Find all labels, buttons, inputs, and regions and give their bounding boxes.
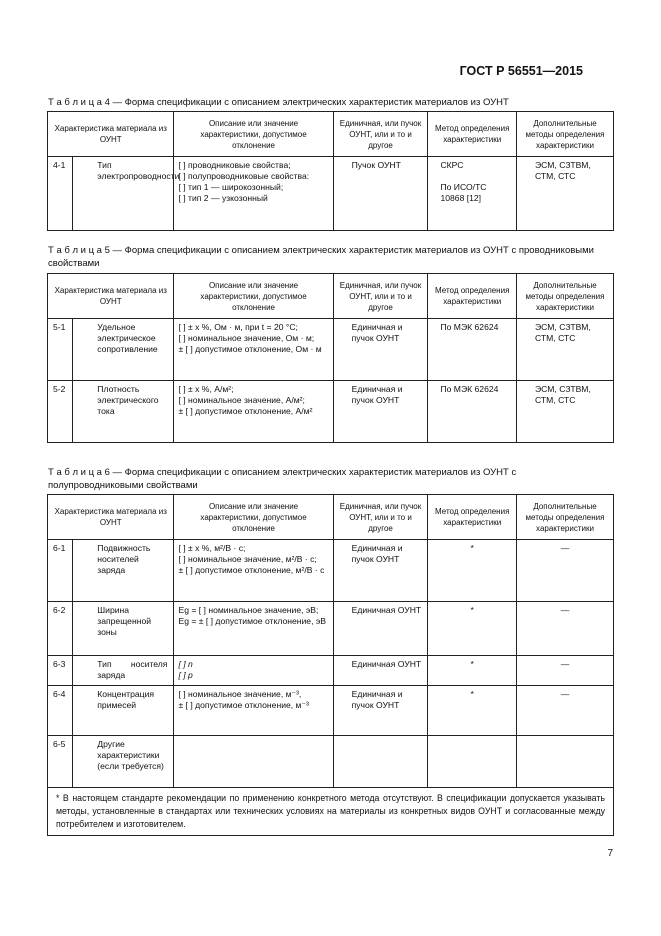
row-number: 6-1	[48, 540, 73, 602]
table-row	[48, 656, 614, 686]
row-extra: ЭСМ, СЗТВМ, СТМ, СТС	[516, 157, 613, 231]
standard-header: ГОСТ Р 56551—2015	[459, 64, 583, 78]
table-row	[48, 381, 614, 443]
row-unit: Единичная ОУНТ	[333, 656, 428, 686]
row-description: [ ] ± x %, А/м²; [ ] номинальное значение, А/м²; ± [ ] допустимое отклонение, А/м²	[174, 381, 333, 443]
table-row	[48, 602, 614, 656]
table-row	[48, 319, 614, 381]
table5-header-method: Метод определения характеристики	[428, 274, 517, 319]
row-number: 6-5	[48, 736, 73, 788]
table4-header-method: Метод определения характеристики	[428, 112, 517, 157]
table4	[47, 111, 614, 231]
row-description: [ ] ± x %, Ом · м, при t = 20 °С; [ ] номинальное значение, Ом · м; ± [ ] допустимое отклонение, Ом · м	[174, 319, 333, 381]
row-unit: Пучок ОУНТ	[333, 157, 428, 231]
table6-footnote: * В настоящем стандарте рекомендации по применению конкретного метода отсутствуют. В спецификации допускается указывать методы, установленные в стандартах или технических условиях на материалы из конкретных видов ОУНТ и согласованные между потребителем и изготовителем.	[48, 788, 614, 836]
row-method: По МЭК 62624	[428, 381, 517, 443]
table6	[47, 494, 614, 836]
table5-header-characteristic: Характеристика материала из ОУНТ	[48, 274, 174, 319]
row-unit: Единичная ОУНТ	[333, 602, 428, 656]
table5	[47, 273, 614, 443]
row-extra: —	[516, 656, 613, 686]
table4-header-characteristic: Характеристика материала из ОУНТ	[48, 112, 174, 157]
row-number: 4-1	[48, 157, 73, 231]
row-description: [ ] ± x %, м²/В · с; [ ] номинальное значение, м²/В · с; ± [ ] допустимое отклонение, м²/В · с	[174, 540, 333, 602]
row-method: *	[428, 686, 517, 736]
row-extra: —	[516, 602, 613, 656]
row-extra: ЭСМ, СЗТВМ, СТМ, СТС	[516, 319, 613, 381]
table5-header-description: Описание или значение характеристики, допустимое отклонение	[174, 274, 333, 319]
row-method: *	[428, 602, 517, 656]
table5-header-unit: Единичная, или пучок ОУНТ, или и то и другое	[333, 274, 428, 319]
row-extra	[516, 736, 613, 788]
table6-header-method: Метод определения характеристики	[428, 495, 517, 540]
row-unit: Единичная и пучок ОУНТ	[333, 540, 428, 602]
row-extra: —	[516, 540, 613, 602]
row-method: СКРС По ИСО/ТС 10868 [12]	[428, 157, 517, 231]
row-unit	[333, 736, 428, 788]
table-row	[48, 157, 614, 231]
table4-header-extra: Дополнительные методы определения характеристики	[516, 112, 613, 157]
row-number: 6-2	[48, 602, 73, 656]
row-characteristic: Другие характеристики (если требуется)	[73, 736, 174, 788]
table4-header-description: Описание или значение характеристики, допустимое отклонение	[174, 112, 333, 157]
table6-header-description: Описание или значение характеристики, допустимое отклонение	[174, 495, 333, 540]
row-characteristic: Удельное электрическое сопротивление	[73, 319, 174, 381]
table-row	[48, 540, 614, 602]
row-description: [ ] n [ ] p	[174, 656, 333, 686]
page-number: 7	[607, 848, 613, 859]
row-description: Eg = [ ] номинальное значение, эВ; Eg = ± [ ] допустимое отклонение, эВ	[174, 602, 333, 656]
table-row	[48, 736, 614, 788]
row-method	[428, 736, 517, 788]
table5-header-extra: Дополнительные методы определения характеристики	[516, 274, 613, 319]
row-description: [ ] номинальное значение, м⁻³, ± [ ] допустимое отклонение, м⁻³	[174, 686, 333, 736]
row-description	[174, 736, 333, 788]
row-characteristic: Ширина запрещенной зоны	[73, 602, 174, 656]
row-number: 5-1	[48, 319, 73, 381]
table4-header-unit: Единичная, или пучок ОУНТ, или и то и другое	[333, 112, 428, 157]
table6-caption: Т а б л и ц а 6 — Форма спецификации с описанием электрических характеристик материалов из ОУНТ с полупроводниковыми свойствами	[48, 467, 517, 491]
row-unit: Единичная и пучок ОУНТ	[333, 319, 428, 381]
row-number: 5-2	[48, 381, 73, 443]
row-characteristic: Плотность электрического тока	[73, 381, 174, 443]
row-characteristic: Подвижность носителей заряда	[73, 540, 174, 602]
table6-header-unit: Единичная, или пучок ОУНТ, или и то и другое	[333, 495, 428, 540]
table-row	[48, 686, 614, 736]
row-extra: —	[516, 686, 613, 736]
row-characteristic: Тип электропроводности	[73, 157, 174, 231]
table5-caption: Т а б л и ц а 5 — Форма спецификации с описанием электрических характеристик материалов из ОУНТ с проводниковыми свойствами	[48, 245, 594, 269]
row-number: 6-4	[48, 686, 73, 736]
row-characteristic: Тип носителя заряда	[73, 656, 174, 686]
row-method: По МЭК 62624	[428, 319, 517, 381]
row-description: [ ] проводниковые свойства; [ ] полупроводниковые свойства: [ ] тип 1 — широкозонный; [ ] тип 2 — узкозонный	[174, 157, 333, 231]
row-unit: Единичная и пучок ОУНТ	[333, 686, 428, 736]
row-method: *	[428, 656, 517, 686]
row-unit: Единичная и пучок ОУНТ	[333, 381, 428, 443]
table4-caption: Т а б л и ц а 4 — Форма спецификации с описанием электрических характеристик материалов из ОУНТ	[48, 97, 509, 108]
row-method: *	[428, 540, 517, 602]
row-characteristic: Концентрация примесей	[73, 686, 174, 736]
row-number: 6-3	[48, 656, 73, 686]
table6-header-extra: Дополнительные методы определения характеристики	[516, 495, 613, 540]
row-extra: ЭСМ, СЗТВМ, СТМ, СТС	[516, 381, 613, 443]
table6-header-characteristic: Характеристика материала из ОУНТ	[48, 495, 174, 540]
